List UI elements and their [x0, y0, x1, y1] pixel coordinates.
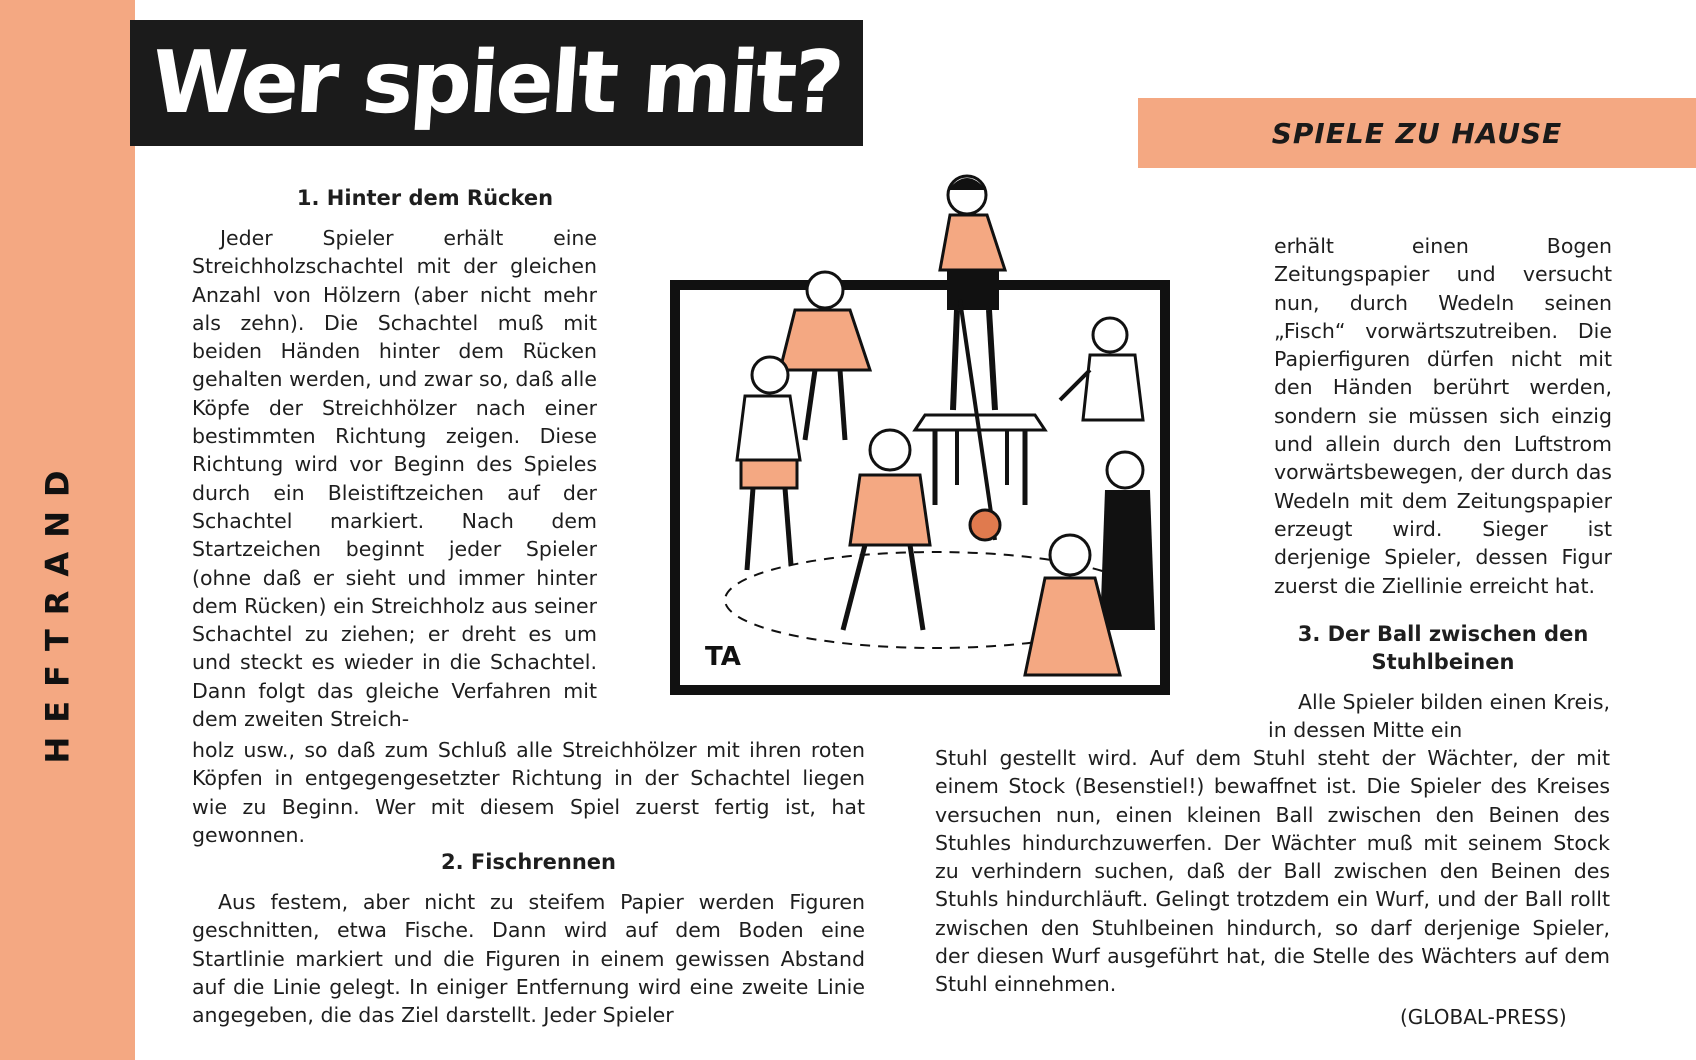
game3-heading-line2: Stuhlbeinen — [1371, 650, 1515, 674]
game2-paragraph: Aus festem, aber nicht zu steifem Papier werden Figuren geschnitten, etwa Fische. Dann wird auf dem Boden eine Startlinie markiert und die Figuren in einem gewissen Abstand auf die Linie gelegt. In einiger Entfernung wird eine zweite Linie angegeben, die das Ziel darstellt. Jeder Spieler — [192, 890, 865, 1028]
game3-paragraph-a: Alle Spieler bilden einen Kreis, in dessen Mitte ein — [1268, 690, 1610, 743]
game2-paragraph-continued: erhält einen Bogen Zeitungspapier und versucht nun, durch Wedeln seinen „Fisch“ vorwärtszutreiben. Die Papierfiguren dürfen nicht mit den Händen berührt werden, sondern sie müssen sich einzig und allein durch den Luftstrom vorwärtsbewegen, der durch das Wedeln mit dem Zeitungspapier erzeugt wird. Sieger ist derjenige Spieler, dessen Figur zuerst die Ziellinie erreicht hat. — [1274, 234, 1612, 598]
section-banner — [1138, 98, 1696, 168]
illustration-signature: TA — [705, 642, 741, 672]
game1-paragraph-b: holz usw., so daß zum Schluß alle Streichhölzer mit ihren roten Köpfen in entgegengesetzter Richtung in der Schachtel liegen wie zu Beginn. Wer mit diesem Spiel zuerst fertig ist, hat gewonnen. — [192, 738, 865, 847]
press-credit: (GLOBAL-PRESS) — [1400, 1005, 1567, 1029]
heftrand-label: HEFTRAND — [39, 456, 78, 764]
game1-heading: 1. Hinter dem Rücken — [296, 186, 554, 210]
game3-paragraph-b: Stuhl gestellt wird. Auf dem Stuhl steht der Wächter, der mit einem Stock (Besenstiel!) bewaffnet ist. Die Spieler des Kreises versuchen nun, einen kleinen Ball zwischen den Beinen des Stuhles hindurchzuwerfen. Der Wächter muß mit seinem Stock zu verhindern suchen, daß der Ball zwischen den Beinen des Stuhls hindurchläuft. Gelingt trotzdem ein Wurf, und der Ball rollt zwischen den Stuhlbeinen hindurch, so darf derjenige Spieler, der diesen Wurf ausgeführt hat, die Stelle des Wächters auf dem Stuhl einnehmen. — [935, 746, 1610, 997]
section-banner-label: SPIELE ZU HAUSE — [1271, 116, 1563, 150]
page-title: Wer spielt mit? — [148, 33, 845, 133]
title-box — [130, 20, 863, 146]
game1-paragraph-a: Jeder Spieler erhält eine Streichholzschachtel mit der gleichen Anzahl von Hölzern (aber nicht mehr als zehn). Die Schachtel muß mit beiden Händen hinter dem Rücken gehalten werden, und zwar so, daß alle Köpfe der Streichhölzer nach einer bestimmten Richtung zeigen. Diese Richtung wird vor Beginn des Spieles durch ein Bleistiftzeichen auf der Schachtel markiert. Nach dem Startzeichen beginnt jeder Spieler (ohne daß er sieht und immer hinter dem Rücken) ein Streichholz aus seiner Schachtel zu ziehen; er dreht es um und steckt es wieder in die Schachtel. Dann folgt das gleiche Verfahren mit dem zweiten Streich- — [192, 226, 597, 732]
sidebar-margin — [0, 0, 135, 1060]
game2-heading: 2. Fischrennen — [440, 850, 617, 874]
children-playing-illustration — [665, 160, 1175, 700]
game3-heading-line1: 3. Der Ball zwischen den — [1297, 622, 1589, 646]
sidebar-label — [38, 440, 78, 780]
